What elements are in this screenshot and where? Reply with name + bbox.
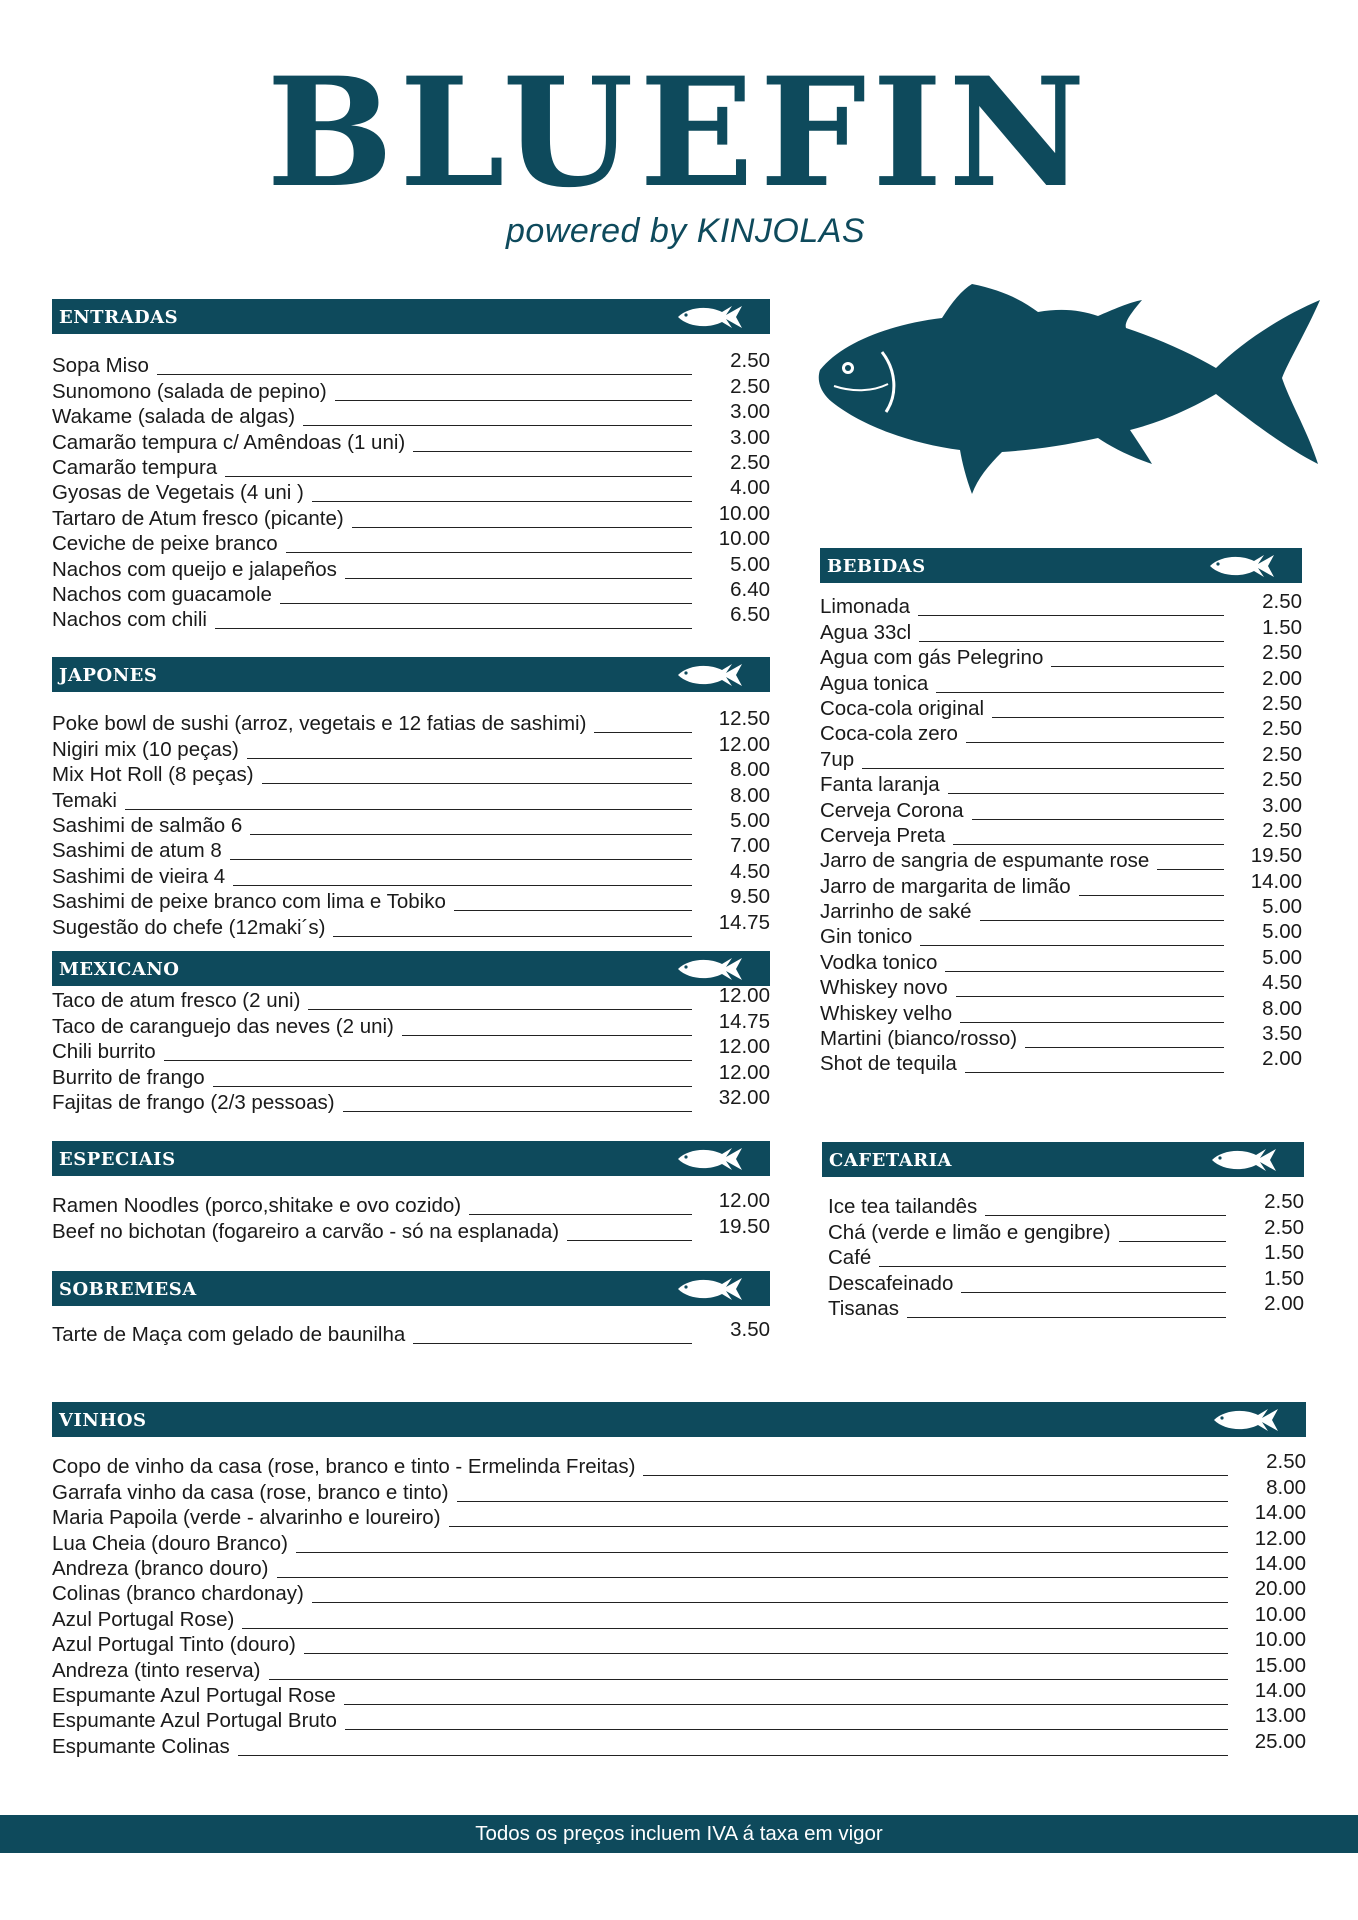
menu-item-name: Tarte de Maça com gelado de baunilha xyxy=(52,1323,413,1347)
menu-item-price: 4.50 xyxy=(1262,971,1302,995)
section-vinhos xyxy=(52,1402,1306,1762)
menu-item-name: Chá (verde e limão e gengibre) xyxy=(828,1221,1119,1245)
section-header-bebidas xyxy=(820,548,1302,583)
menu-item-name: Azul Portugal Rose) xyxy=(52,1608,242,1632)
menu-item-price: 10.00 xyxy=(718,501,770,525)
menu-item xyxy=(820,742,1302,774)
section-header-japones xyxy=(52,657,770,692)
menu-item xyxy=(52,501,770,533)
tuna-icon xyxy=(676,660,752,690)
tuna-icon xyxy=(676,954,752,984)
menu-item-name: Sunomono (salada de pepino) xyxy=(52,380,335,404)
menu-item-name: Espumante Azul Portugal Bruto xyxy=(52,1709,345,1733)
menu-item-name: Vodka tonico xyxy=(820,951,945,975)
section-title: SOBREMESA xyxy=(59,1279,197,1300)
menu-item xyxy=(828,1291,1304,1324)
menu-item xyxy=(52,577,770,610)
menu-item-price: 14.00 xyxy=(1254,1551,1306,1575)
menu-item-name: Ceviche de peixe branco xyxy=(52,532,286,556)
menu-item-name: Mix Hot Roll (8 peças) xyxy=(52,763,262,787)
items-list xyxy=(52,984,770,1118)
menu-item xyxy=(820,844,1302,876)
menu-item-price: 3.00 xyxy=(730,425,770,449)
menu-item xyxy=(828,1190,1304,1222)
menu-item-name: Sopa Miso xyxy=(52,354,157,378)
menu-item-name: Martini (bianco/rosso) xyxy=(820,1027,1025,1051)
menu-item-name: Lua Cheia (douro Branco) xyxy=(52,1532,296,1556)
menu-item xyxy=(52,984,770,1016)
menu-item xyxy=(52,603,770,635)
menu-item-name: Andreza (branco douro) xyxy=(52,1557,277,1581)
menu-item xyxy=(52,1189,770,1221)
menu-item-name: Gyosas de Vegetais (4 uni ) xyxy=(52,481,312,505)
menu-item xyxy=(52,1653,1306,1685)
menu-item xyxy=(52,400,770,432)
leader-line xyxy=(52,809,692,810)
menu-item-price: 8.00 xyxy=(730,783,770,807)
menu-item-name: Ramen Noodles (porco,shitake e ovo cozido) xyxy=(52,1194,469,1218)
section-bebidas xyxy=(820,548,1302,1079)
menu-item-name: Agua com gás Pelegrino xyxy=(820,646,1051,670)
menu-item-price: 2.00 xyxy=(1262,666,1302,690)
menu-item xyxy=(52,885,770,917)
menu-item-name: Whiskey novo xyxy=(820,976,956,1000)
tuna-icon xyxy=(1208,551,1284,581)
menu-item-price: 5.00 xyxy=(730,552,770,576)
menu-item-price: 8.00 xyxy=(730,758,770,782)
menu-item-name: Café xyxy=(828,1246,879,1270)
items-list xyxy=(822,1190,1304,1324)
menu-item-name: Nachos com chili xyxy=(52,608,215,632)
menu-item-price: 15.00 xyxy=(1254,1653,1306,1677)
menu-item xyxy=(52,1035,770,1067)
menu-item-name: Camarão tempura c/ Amêndoas (1 uni) xyxy=(52,431,413,455)
menu-item-price: 3.50 xyxy=(1262,1022,1302,1046)
menu-item xyxy=(820,793,1302,825)
menu-item-name: Jarro de margarita de limão xyxy=(820,875,1079,899)
section-title: ENTRADAS xyxy=(59,307,179,328)
menu-item-name: Whiskey velho xyxy=(820,1002,960,1026)
section-title: JAPONES xyxy=(59,665,158,686)
menu-item-price: 10.00 xyxy=(718,527,770,551)
menu-item xyxy=(820,996,1302,1028)
section-japones xyxy=(52,657,770,943)
menu-item xyxy=(820,895,1302,927)
menu-item xyxy=(52,425,770,457)
menu-item-name: Jarro de sangria de espumante rose xyxy=(820,849,1157,873)
menu-item-name: Taco de atum fresco (2 uni) xyxy=(52,989,308,1013)
menu-item-price: 2.50 xyxy=(730,374,770,398)
menu-item-name: Nigiri mix (10 peças) xyxy=(52,738,247,762)
menu-item xyxy=(52,1602,1306,1634)
section-entradas xyxy=(52,299,770,635)
menu-item-price: 5.00 xyxy=(1262,920,1302,944)
menu-item-name: Poke bowl de sushi (arroz, vegetais e 12 fatias de sashimi) xyxy=(52,712,594,736)
menu-item xyxy=(52,1551,1306,1584)
menu-item xyxy=(52,1704,1306,1736)
menu-item xyxy=(820,1047,1302,1079)
menu-item-price: 2.50 xyxy=(730,349,770,373)
menu-item-name: Garrafa vinho da casa (rose, branco e tinto) xyxy=(52,1481,457,1505)
brand-title: BLUEFIN xyxy=(266,45,1092,221)
menu-item xyxy=(52,552,770,584)
menu-item-name: Sashimi de atum 8 xyxy=(52,839,230,863)
menu-item-name: Descafeinado xyxy=(828,1272,961,1296)
menu-item-price: 13.00 xyxy=(1254,1704,1306,1728)
menu-item-price: 5.00 xyxy=(730,808,770,832)
menu-item-price: 2.50 xyxy=(1262,590,1302,614)
section-header-especiais xyxy=(52,1141,770,1176)
menu-item xyxy=(52,1214,770,1246)
menu-item xyxy=(828,1266,1304,1298)
menu-item xyxy=(52,1318,770,1350)
brand-tagline: powered by KINJOLAS xyxy=(506,212,866,250)
menu-item xyxy=(820,971,1302,1003)
menu-item-price: 2.50 xyxy=(1264,1190,1304,1214)
menu-item-name: Coca-cola zero xyxy=(820,722,966,746)
menu-item-name: Coca-cola original xyxy=(820,697,992,721)
menu-item-name: Camarão tempura xyxy=(52,456,225,480)
menu-item-name: Andreza (tinto reserva) xyxy=(52,1659,269,1683)
menu-item xyxy=(52,1060,770,1092)
menu-item xyxy=(52,1501,1306,1533)
menu-item xyxy=(820,869,1302,901)
menu-item-price: 2.50 xyxy=(1262,818,1302,842)
menu-item-price: 1.50 xyxy=(1262,615,1302,639)
menu-item xyxy=(828,1215,1304,1247)
menu-item xyxy=(52,527,770,559)
menu-item xyxy=(52,1577,1306,1609)
section-mexicano xyxy=(52,951,770,1118)
menu-item xyxy=(52,910,770,942)
menu-item xyxy=(820,818,1302,851)
menu-item xyxy=(52,834,770,866)
tuna-fish-illustration xyxy=(812,282,1328,502)
menu-item-price: 6.40 xyxy=(730,577,770,601)
tuna-icon xyxy=(1212,1405,1288,1435)
tuna-icon xyxy=(676,1144,752,1174)
tuna-icon xyxy=(1210,1145,1286,1175)
menu-item-name: Espumante Colinas xyxy=(52,1735,238,1759)
menu-item-price: 2.50 xyxy=(1262,641,1302,665)
menu-item xyxy=(52,450,770,483)
menu-item-price: 7.00 xyxy=(730,834,770,858)
menu-item-name: Jarrinho de saké xyxy=(820,900,980,924)
menu-item-price: 4.00 xyxy=(730,476,770,500)
menu-item-price: 2.50 xyxy=(1262,768,1302,792)
menu-item-name: Sashimi de vieira 4 xyxy=(52,865,233,889)
section-title: ESPECIAIS xyxy=(59,1149,176,1170)
section-title: CAFETARIA xyxy=(829,1150,953,1171)
menu-item-name: Taco de caranguejo das neves (2 uni) xyxy=(52,1015,402,1039)
section-header-mexicano xyxy=(52,951,770,986)
menu-item-price: 20.00 xyxy=(1254,1577,1306,1601)
menu-item xyxy=(52,783,770,815)
menu-item-name: Agua tonica xyxy=(820,672,936,696)
menu-item-price: 25.00 xyxy=(1254,1729,1306,1753)
items-list xyxy=(52,1318,770,1350)
menu-item-price: 1.50 xyxy=(1264,1241,1304,1265)
menu-item-price: 9.50 xyxy=(730,885,770,909)
menu-item-price: 12.50 xyxy=(718,707,770,731)
menu-item xyxy=(820,590,1302,622)
menu-item-name: Wakame (salada de algas) xyxy=(52,405,303,429)
items-list xyxy=(52,349,770,635)
menu-item xyxy=(820,768,1302,800)
menu-item-price: 2.00 xyxy=(1262,1047,1302,1071)
menu-item-name: Chili burrito xyxy=(52,1040,164,1064)
menu-item xyxy=(828,1241,1304,1273)
menu-item-price: 3.50 xyxy=(730,1318,770,1342)
menu-item-price: 32.00 xyxy=(718,1085,770,1109)
items-list xyxy=(52,1189,770,1247)
menu-item-price: 2.50 xyxy=(1262,742,1302,766)
menu-item-price: 14.00 xyxy=(1254,1678,1306,1702)
menu-item xyxy=(52,732,770,764)
menu-item-name: Gin tonico xyxy=(820,925,920,949)
menu-item xyxy=(52,707,770,739)
menu-item-price: 19.50 xyxy=(718,1214,770,1238)
menu-item-price: 8.00 xyxy=(1266,1475,1306,1499)
menu-item-name: Agua 33cl xyxy=(820,621,919,645)
menu-item-name: Copo de vinho da casa (rose, branco e tinto - Ermelinda Freitas) xyxy=(52,1455,643,1479)
menu-item-price: 8.00 xyxy=(1262,996,1302,1020)
menu-item-price: 4.50 xyxy=(730,859,770,883)
menu-item-price: 2.50 xyxy=(1266,1450,1306,1474)
menu-item-price: 2.50 xyxy=(730,450,770,474)
menu-item-price: 1.50 xyxy=(1264,1266,1304,1290)
menu-item-price: 19.50 xyxy=(1250,844,1302,868)
menu-item-price: 2.50 xyxy=(1264,1215,1304,1239)
menu-item-price: 5.00 xyxy=(1262,895,1302,919)
menu-item-price: 14.75 xyxy=(718,910,770,934)
menu-item-price: 6.50 xyxy=(730,603,770,627)
section-title: VINHOS xyxy=(59,1410,147,1431)
menu-item-price: 5.00 xyxy=(1262,945,1302,969)
menu-item-price: 12.00 xyxy=(718,1035,770,1059)
menu-item-price: 12.00 xyxy=(718,1060,770,1084)
menu-item-name: Sashimi de peixe branco com lima e Tobiko xyxy=(52,890,454,914)
menu-item-name: Fajitas de frango (2/3 pessoas) xyxy=(52,1091,343,1115)
section-header-vinhos xyxy=(52,1402,1306,1437)
menu-item xyxy=(52,1628,1306,1660)
menu-item-price: 12.00 xyxy=(718,732,770,756)
menu-item-price: 12.00 xyxy=(718,1189,770,1213)
menu-item-name: 7up xyxy=(820,748,862,772)
menu-item-name: Espumante Azul Portugal Rose xyxy=(52,1684,344,1708)
menu-item xyxy=(52,859,770,891)
menu-item xyxy=(52,808,770,841)
menu-item-name: Limonada xyxy=(820,595,918,619)
menu-item-name: Temaki xyxy=(52,789,125,813)
menu-item xyxy=(52,1729,1306,1761)
menu-item-name: Azul Portugal Tinto (douro) xyxy=(52,1633,304,1657)
menu-item-name: Beef no bichotan (fogareiro a carvão - só na esplanada) xyxy=(52,1220,567,1244)
menu-item-price: 3.00 xyxy=(1262,793,1302,817)
menu-item-name: Sashimi de salmão 6 xyxy=(52,814,250,838)
menu-item-name: Nachos com queijo e jalapeños xyxy=(52,558,345,582)
leader-line xyxy=(820,768,1224,769)
menu-item-price: 2.50 xyxy=(1262,717,1302,741)
menu-item-name: Sugestão do chefe (12maki´s) xyxy=(52,916,333,940)
section-header-cafetaria xyxy=(822,1142,1304,1177)
menu-item xyxy=(52,349,770,381)
leader-line xyxy=(828,1266,1226,1267)
menu-item xyxy=(820,945,1302,977)
menu-item xyxy=(52,1678,1306,1711)
menu-item xyxy=(52,1450,1306,1482)
section-header-entradas xyxy=(52,299,770,334)
footer-note: Todos os preços incluem IVA á taxa em vigor xyxy=(0,1815,1358,1853)
menu-item xyxy=(52,476,770,508)
menu-item-price: 14.75 xyxy=(718,1009,770,1033)
section-especiais xyxy=(52,1141,770,1247)
menu-item-price: 12.00 xyxy=(1254,1526,1306,1550)
tuna-icon xyxy=(676,302,752,332)
menu-item-name: Colinas (branco chardonay) xyxy=(52,1582,312,1606)
section-header-sobremesa xyxy=(52,1271,770,1306)
menu-item-price: 2.00 xyxy=(1264,1291,1304,1315)
menu-item xyxy=(52,374,770,406)
menu-item-name: Ice tea tailandês xyxy=(828,1195,985,1219)
menu-item xyxy=(820,920,1302,952)
items-list xyxy=(52,707,770,943)
section-title: MEXICANO xyxy=(59,959,180,980)
menu-item xyxy=(52,758,770,790)
menu-item xyxy=(820,691,1302,724)
menu-item-price: 12.00 xyxy=(718,984,770,1008)
menu-item-name: Nachos com guacamole xyxy=(52,583,280,607)
menu-item xyxy=(52,1085,770,1118)
menu-item-name: Cerveja Corona xyxy=(820,799,972,823)
menu-item-name: Shot de tequila xyxy=(820,1052,965,1076)
menu-item xyxy=(820,666,1302,698)
menu-item xyxy=(820,1022,1302,1054)
menu-item-name: Maria Papoila (verde - alvarinho e loureiro) xyxy=(52,1506,449,1530)
menu-item-price: 3.00 xyxy=(730,400,770,424)
section-sobremesa xyxy=(52,1271,770,1350)
menu-item-name: Cerveja Preta xyxy=(820,824,953,848)
section-title: BEBIDAS xyxy=(827,556,926,577)
menu-item-name: Tisanas xyxy=(828,1297,907,1321)
menu-item-price: 10.00 xyxy=(1254,1602,1306,1626)
menu-item xyxy=(52,1475,1306,1507)
menu-item-name: Fanta laranja xyxy=(820,773,948,797)
items-list xyxy=(52,1450,1306,1762)
menu-item-price: 2.50 xyxy=(1262,691,1302,715)
menu-item xyxy=(52,1526,1306,1558)
menu-item xyxy=(820,717,1302,749)
menu-item xyxy=(52,1009,770,1041)
menu-item-name: Tartaro de Atum fresco (picante) xyxy=(52,507,352,531)
menu-item xyxy=(820,615,1302,647)
section-cafetaria xyxy=(822,1142,1304,1324)
menu-item-price: 14.00 xyxy=(1254,1501,1306,1525)
menu-item xyxy=(820,641,1302,673)
menu-item-price: 10.00 xyxy=(1254,1628,1306,1652)
menu-item-name: Burrito de frango xyxy=(52,1066,213,1090)
menu-item-price: 14.00 xyxy=(1250,869,1302,893)
items-list xyxy=(820,590,1302,1079)
tuna-icon xyxy=(676,1274,752,1304)
